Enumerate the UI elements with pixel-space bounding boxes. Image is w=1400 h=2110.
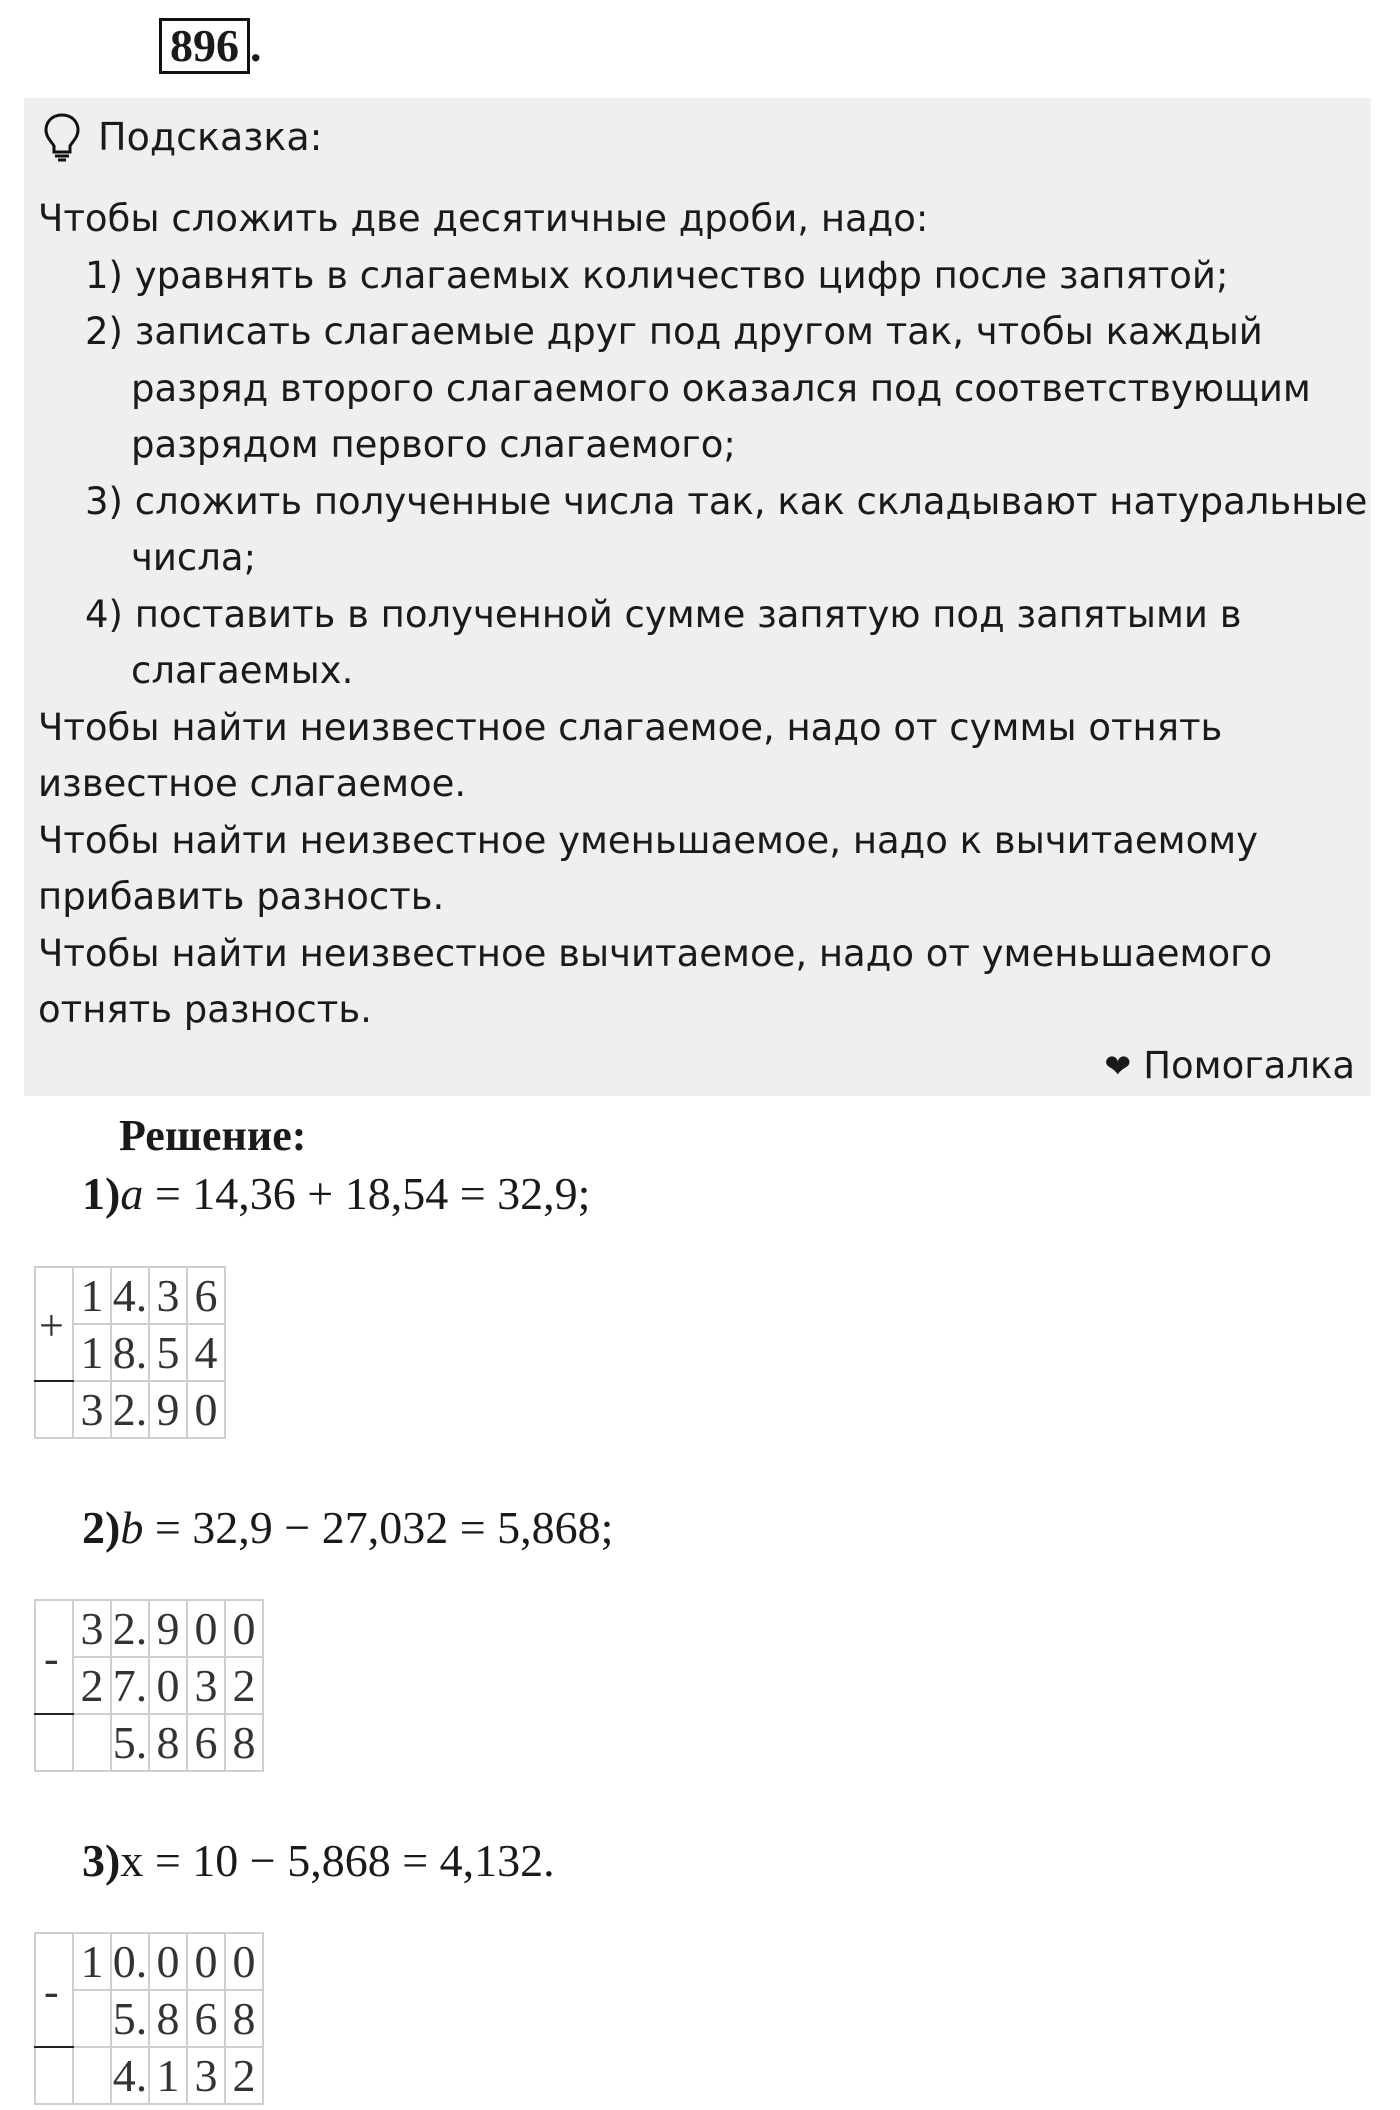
calc-cell: 0 (149, 1657, 187, 1714)
calc-table-3 (34, 1932, 264, 2105)
minus-sign: - (44, 1967, 59, 2016)
calc-cell: 8 (149, 1990, 187, 2047)
hint-step-line: разрядом первого слагаемого; (131, 423, 736, 466)
hint-intro: Чтобы сложить две десятичные дроби, надо: (38, 197, 929, 240)
solution-step-2 (82, 1500, 613, 1556)
calc-cell: 0 (187, 1933, 225, 1990)
calc-cell: 9 (149, 1381, 187, 1438)
calc-op-cell (35, 1381, 73, 1438)
hint-rule-line: Чтобы найти неизвестное вычитаемое, надо от уменьшаемого (38, 931, 1273, 975)
calc-cell: 3 (187, 2047, 225, 2104)
calc-table-1 (34, 1266, 226, 1439)
solution-title: Решение: (119, 1111, 307, 1160)
hint-step-line: 4) поставить в полученной сумме запятую под запятыми в (85, 592, 1242, 636)
calc-cell: 0. (111, 1933, 149, 1990)
hint-panel (24, 98, 1371, 1096)
step-expression: = 10 − 5,868 = 4,132. (143, 1835, 555, 1886)
calc-cell: 3 (73, 1381, 111, 1438)
minus-sign: - (44, 1634, 59, 1683)
calc-cell: 3 (73, 1600, 111, 1657)
step-variable: a (120, 1168, 144, 1219)
brand-label: Помогалка (1143, 1044, 1355, 1087)
calc-op-cell (35, 2047, 73, 2104)
calc-cell: 8 (225, 1990, 263, 2047)
calc-cell: 6 (187, 1714, 225, 1771)
hint-step-line: 1) уравнять в слагаемых количество цифр после запятой; (85, 253, 1229, 297)
calc-cell (73, 1714, 111, 1771)
hint-rule-line: Чтобы найти неизвестное слагаемое, надо от суммы отнять (38, 705, 1223, 749)
calc-cell: 1 (73, 1324, 111, 1381)
hint-rule-line: прибавить разность. (38, 875, 445, 918)
calc-cell: 3 (187, 1657, 225, 1714)
calc-cell: 8 (225, 1714, 263, 1771)
calc-table-2 (34, 1599, 264, 1772)
calc-cell: 4 (187, 1324, 225, 1381)
calc-cell: 2. (111, 1600, 149, 1657)
calc-cell: 9 (149, 1600, 187, 1657)
calc-cell: 5 (149, 1324, 187, 1381)
plus-sign: + (39, 1301, 64, 1350)
calc-cell: 4. (111, 1267, 149, 1324)
calc-cell: 5. (111, 1990, 149, 2047)
lightbulb-icon (42, 112, 82, 162)
hint-step-line: разряд второго слагаемого оказался под соответствующим (131, 366, 1311, 410)
calc-cell (73, 1990, 111, 2047)
calc-cell: 0 (149, 1933, 187, 1990)
calc-cell: 3 (149, 1267, 187, 1324)
hint-step-line: числа; (131, 536, 257, 579)
calc-cell: 7. (111, 1657, 149, 1714)
hint-step-line: слагаемых. (131, 649, 354, 692)
step-number: 2) (82, 1502, 121, 1553)
hint-step-line: 3) сложить полученные числа так, как складывают натуральные (85, 479, 1368, 523)
calc-cell: 2 (225, 1657, 263, 1714)
step-number: 1) (82, 1168, 121, 1219)
calc-cell: 1 (73, 1933, 111, 1990)
calc-cell: 2. (111, 1381, 149, 1438)
calc-cell: 6 (187, 1990, 225, 2047)
task-number: 896 . (159, 18, 262, 74)
hint-title: Подсказка: (98, 115, 323, 159)
calc-cell: 1 (73, 1267, 111, 1324)
calc-cell: 1 (149, 2047, 187, 2104)
calc-cell (73, 2047, 111, 2104)
calc-cell: 2 (73, 1657, 111, 1714)
calc-cell: 5. (111, 1714, 149, 1771)
hint-rule-line: известное слагаемое. (38, 762, 467, 805)
calc-cell: 0 (225, 1933, 263, 1990)
step-variable: b (120, 1502, 144, 1553)
step-expression: = 32,9 − 27,032 = 5,868; (143, 1502, 614, 1553)
calc-cell: 8 (149, 1714, 187, 1771)
heart-icon: ❤ (1104, 1047, 1132, 1085)
calc-cell: 0 (225, 1600, 263, 1657)
calc-cell: 6 (187, 1267, 225, 1324)
hint-step-line: 2) записать слагаемые друг под другом так, чтобы каждый (85, 310, 1263, 353)
calc-cell: 8. (111, 1324, 149, 1381)
step-expression: = 14,36 + 18,54 = 32,9; (143, 1168, 591, 1219)
hint-rule-line: Чтобы найти неизвестное уменьшаемое, надо к вычитаемому (38, 818, 1259, 862)
calc-cell: 2 (225, 2047, 263, 2104)
calc-cell: 0 (187, 1600, 225, 1657)
solution-step-1 (82, 1166, 590, 1222)
hint-rule-line: отнять разность. (38, 988, 372, 1031)
calc-cell: 4. (111, 2047, 149, 2104)
step-number: 3) (82, 1835, 121, 1886)
hint-header (42, 112, 322, 162)
solution-step-3 (82, 1833, 555, 1889)
step-variable: x (120, 1835, 144, 1886)
hint-body (38, 191, 1368, 1039)
brand-link[interactable] (1104, 1038, 1355, 1094)
calc-op-cell (35, 1714, 73, 1771)
calc-cell: 0 (187, 1381, 225, 1438)
